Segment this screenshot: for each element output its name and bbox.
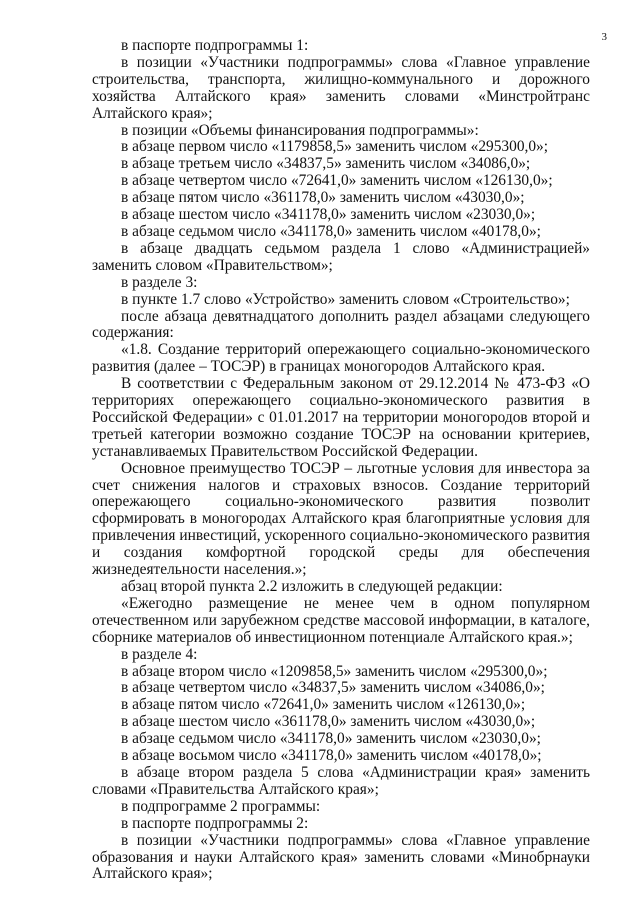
paragraph: в абзаце двадцать седьмом раздела 1 слово «Администрацией» заменить словом «Правительством»; xyxy=(92,239,590,274)
paragraph: в абзаце четвертом число «72641,0» заменить числом «126130,0»; xyxy=(121,172,553,190)
paragraph: в пункте 1.7 слово «Устройство» заменить словом «Строительство»; xyxy=(121,290,570,308)
paragraph: в абзаце третьем число «34837,5» заменить числом «34086,0»; xyxy=(121,155,531,173)
paragraph: в подпрограмме 2 программы: xyxy=(121,797,321,815)
document-body xyxy=(92,38,590,883)
paragraph: в разделе 3: xyxy=(121,273,198,291)
paragraph: в абзаце первом число «1179858,5» заменить числом «295300,0»; xyxy=(121,138,549,156)
paragraph: в абзаце шестом число «341178,0» заменить числом «23030,0»; xyxy=(121,206,536,224)
paragraph: Основное преимущество ТОСЭР – льготные условия для инвестора за счет снижения налогов и страховых взносов. Создание территорий опережающего социально-экономического развития позволит сформировать в моногородах Алтайского края благоприятные условия для привлечения инвестиций, ускоренного социально-экономического развития и создания комфортной городской среды для обеспечения жизнедеятельности населения.»; xyxy=(92,459,590,579)
paragraph: в абзаце седьмом число «341178,0» заменить числом «23030,0»; xyxy=(121,730,541,748)
paragraph: в абзаце втором раздела 5 слова «Администрации края» заменить словами «Правительства Алтайского края»; xyxy=(92,763,590,798)
paragraph: в паспорте подпрограммы 2: xyxy=(121,814,309,832)
paragraph: в позиции «Объемы финансирования подпрограммы»: xyxy=(121,121,479,139)
paragraph: после абзаца девятнадцатого дополнить раздел абзацами следующего содержания: xyxy=(92,307,590,342)
page-number: 3 xyxy=(601,31,607,43)
paragraph: в абзаце втором число «1209858,5» заменить числом «295300,0»; xyxy=(121,662,548,680)
paragraph: в разделе 4: xyxy=(121,645,198,663)
paragraph: «1.8. Создание территорий опережающего социально-экономического развития (далее – ТОСЭР) в границах моногородов Алтайского края. xyxy=(92,341,590,376)
paragraph: в позиции «Участники подпрограммы» слова «Главное управление образования и науки Алтайского края» заменить словами «Минобрнауки Алтайского края»; xyxy=(92,831,590,883)
paragraph: в абзаце восьмом число «341178,0» заменить числом «40178,0»; xyxy=(121,747,542,765)
paragraph: в паспорте подпрограммы 1: xyxy=(121,37,309,54)
paragraph: в абзаце шестом число «361178,0» заменить числом «43030,0»; xyxy=(121,713,536,731)
paragraph: «Ежегодно размещение не менее чем в одном популярном отечественном или зарубежном средстве массовой информации, в каталоге, сборнике материалов об инвестиционном потенциале Алтайского края.»; xyxy=(92,594,590,646)
paragraph: в абзаце пятом число «361178,0» заменить числом «43030,0»; xyxy=(121,189,525,207)
paragraph: В соответствии с Федеральным законом от 29.12.2014 № 473-ФЗ «О территориях опережающего социально-экономического развития в Российской Федерации» с 01.01.2017 на территории моногородов второй и третьей категории возможно создание ТОСЭР на основании критериев, устанавливаемых Правительством Российской Федерации. xyxy=(92,375,590,460)
paragraph: в позиции «Участники подпрограммы» слова «Главное управление строительства, транспорта, жилищно-коммунального и дорожного хозяйства Алтайского края» заменить словами «Минстройтранс Алтайского края»; xyxy=(92,53,590,122)
paragraph: в абзаце пятом число «72641,0» заменить числом «126130,0»; xyxy=(121,696,526,714)
paragraph: в абзаце четвертом число «34837,5» заменить числом «34086,0»; xyxy=(121,679,545,697)
paragraph: в абзаце седьмом число «341178,0» заменить числом «40178,0»; xyxy=(121,222,541,240)
paragraph: абзац второй пункта 2.2 изложить в следующей редакции: xyxy=(121,578,503,595)
